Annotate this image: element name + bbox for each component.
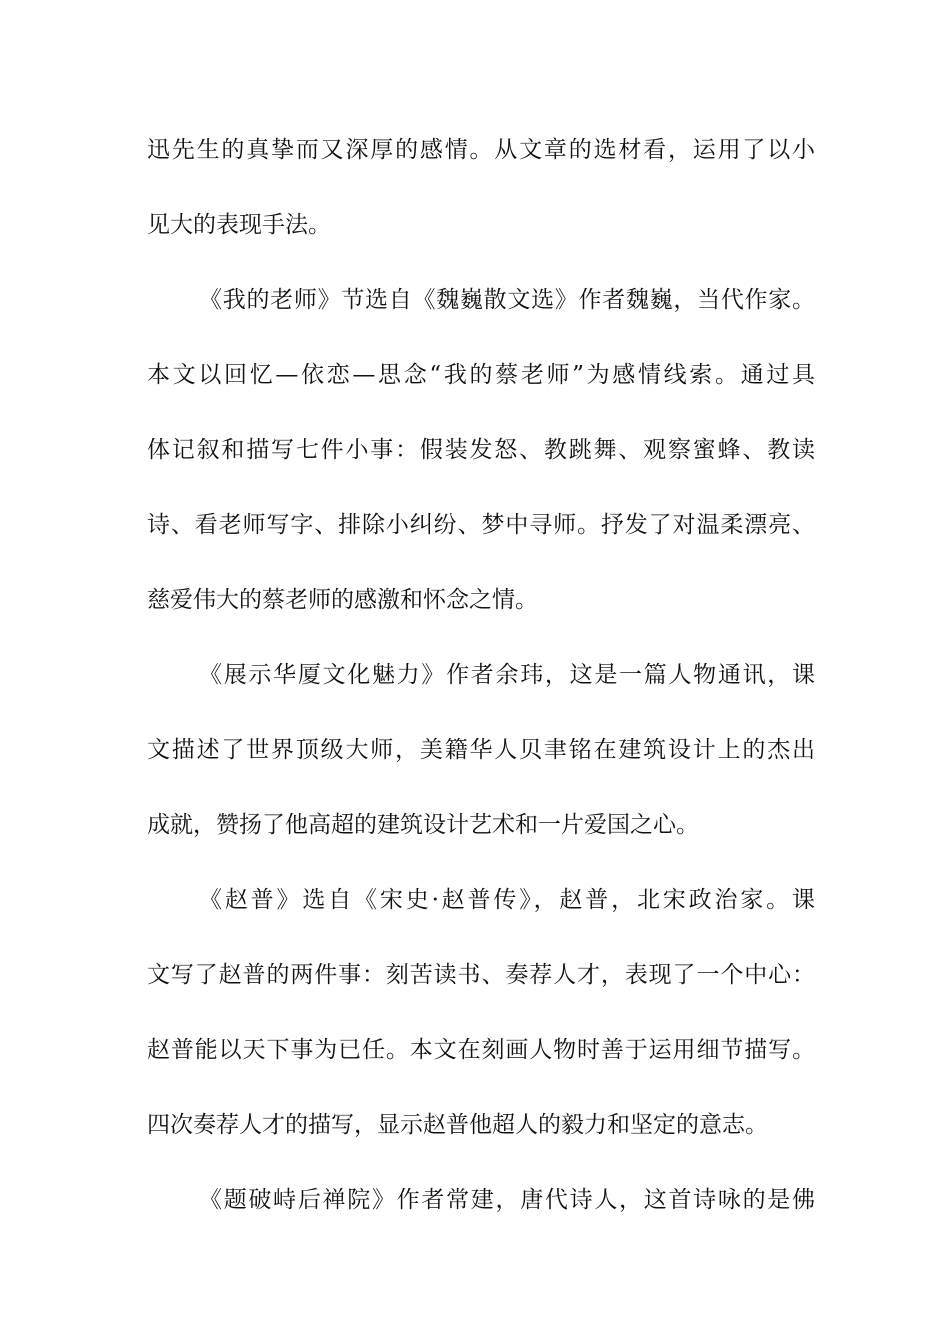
paragraph-start-line: 《我的老师》节选自《魏巍散文选》作者魏巍，当代作家。 xyxy=(199,287,815,313)
text-line: 文描述了世界顶级大师，美籍华人贝聿铭在建筑设计上的杰出 xyxy=(147,737,815,763)
text-line: 四次奏荐人才的描写，显示赵普他超人的毅力和坚定的意志。 xyxy=(147,1112,768,1138)
text-line: 赵普能以天下事为已任。本文在刻画人物时善于运用细节描写。 xyxy=(147,1037,815,1063)
text-line: 慈爱伟大的蔡老师的感激和怀念之情。 xyxy=(147,587,538,613)
paragraph-start-line: 《赵普》选自《宋史·赵普传》，赵普，北宋政治家。课 xyxy=(199,887,815,913)
text-line: 诗、看老师写字、排除小纠纷、梦中寻师。抒发了对温柔漂亮、 xyxy=(147,512,815,538)
paragraph-start-line: 《题破峙后禅院》作者常建，唐代诗人，这首诗咏的是佛 xyxy=(199,1187,815,1213)
paragraph-start-line: 《展示华厦文化魅力》作者余玮，这是一篇人物通讯，课 xyxy=(199,662,815,688)
text-line: 成就，赞扬了他高超的建筑设计艺术和一片爱国之心。 xyxy=(147,812,699,838)
text-line: 见大的表现手法。 xyxy=(147,212,331,238)
text-line: 本文以回忆—依恋—思念“我的蔡老师”为感情线索。通过具 xyxy=(147,362,815,388)
document-body xyxy=(147,120,815,1245)
text-line: 迅先生的真挚而又深厚的感情。从文章的选材看，运用了以小 xyxy=(147,137,815,163)
text-line: 体记叙和描写七件小事：假装发怒、教跳舞、观察蜜蜂、教读 xyxy=(147,437,815,463)
text-line: 文写了赵普的两件事：刻苦读书、奏荐人才，表现了一个中心： xyxy=(147,962,815,988)
